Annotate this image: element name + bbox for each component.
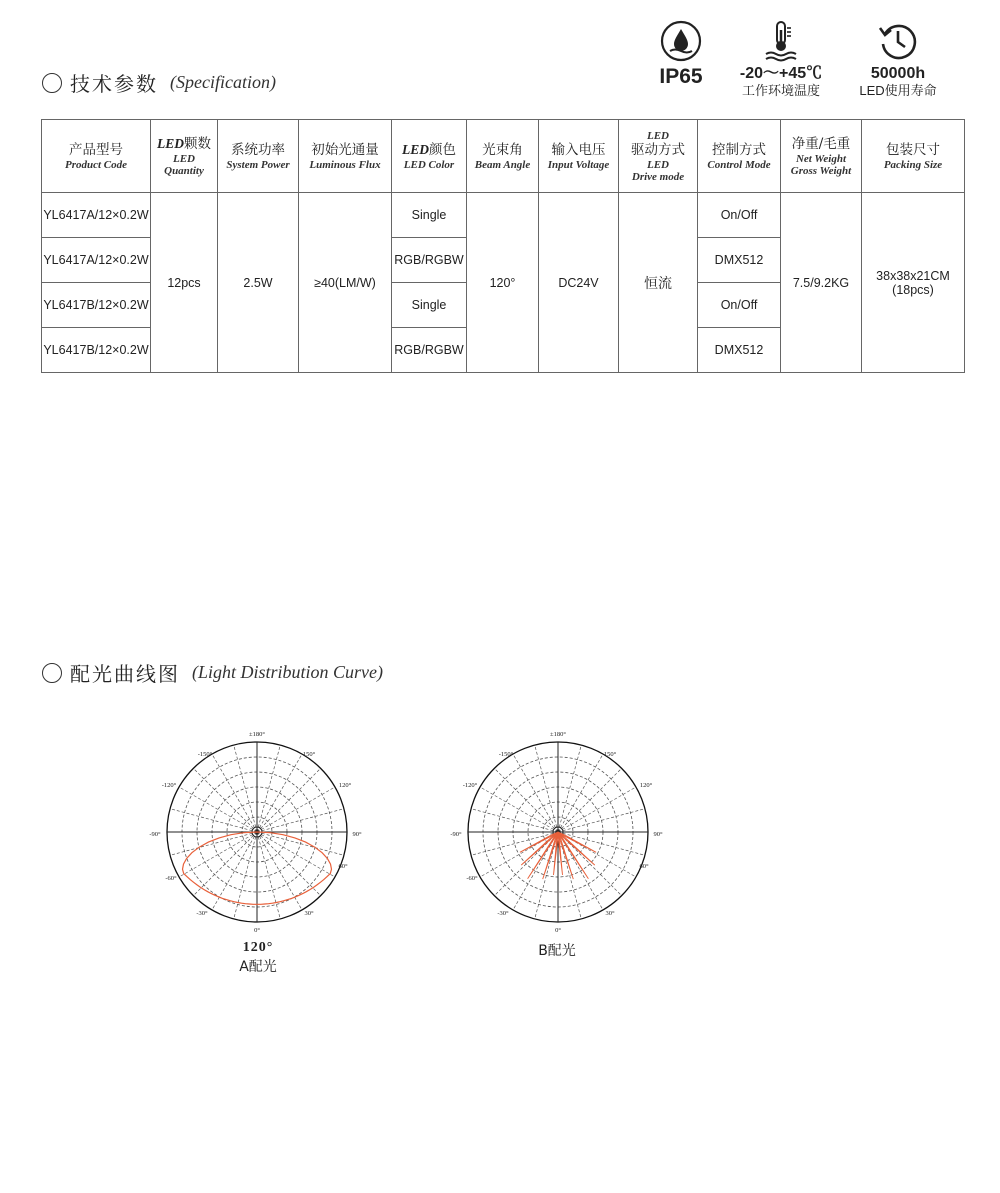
header-led-quantity: LED颗数 LED Quantity (151, 120, 218, 193)
polar-spoke (193, 768, 257, 832)
polar-spoke (558, 809, 645, 832)
spec-section-header (42, 68, 276, 97)
polar-angle-label: -30° (196, 910, 208, 917)
polar-spoke (558, 768, 622, 832)
spec-title-zh: 技术参数 (70, 72, 158, 96)
polar-spoke (257, 787, 335, 832)
spec-title-en: (Specification) (170, 72, 276, 92)
bullet-circle-icon (42, 663, 62, 683)
polar-angle-label: -120° (462, 782, 478, 789)
cell-led-color: Single (392, 193, 467, 238)
cell-weight: 7.5/9.2KG (781, 193, 862, 373)
header-luminous-flux: 初始光通量 Luminous Flux (299, 120, 392, 193)
polar-spoke (257, 768, 321, 832)
polar-spoke (257, 809, 344, 832)
polar-angle-label: 90° (653, 831, 663, 838)
polar-spoke (480, 787, 558, 832)
temperature-label: 工作环境温度 (741, 83, 820, 98)
polar-spoke (193, 832, 257, 896)
polar-angle-label: -120° (161, 782, 177, 789)
polar-spoke (558, 745, 581, 832)
cell-control-mode: DMX512 (698, 328, 781, 373)
header-weight: 净重/毛重 Net Weight Gross Weight (781, 120, 862, 193)
cell-control-mode: On/Off (698, 283, 781, 328)
lifespan-label: LED使用寿命 (859, 83, 937, 98)
thermometer-icon (760, 20, 802, 62)
curve-title-zh: 配光曲线图 (70, 662, 180, 686)
polar-spoke (212, 754, 257, 832)
polar-spoke (494, 768, 558, 832)
ip-rating: IP65 (659, 65, 703, 88)
cell-input-voltage: DC24V (539, 193, 619, 373)
temperature-range: -20～+45℃ (739, 65, 823, 82)
curve-a-beam-angle: 120° (242, 940, 274, 955)
polar-angle-label: 0° (555, 927, 561, 934)
cell-control-mode: On/Off (698, 193, 781, 238)
curve-a-name: A配光 (239, 959, 277, 975)
header-beam-angle: 光束角 Beam Angle (467, 120, 539, 193)
curve-title-en: (Light Distribution Curve) (192, 662, 384, 682)
polar-spoke (558, 787, 636, 832)
polar-angle-label: 30° (605, 910, 615, 917)
polar-spoke (257, 745, 280, 832)
curve-b-name: B配光 (538, 943, 576, 959)
cell-drive-mode: 恒流 (619, 193, 698, 373)
cell-product-code: YL6417A/12×0.2W (42, 238, 151, 283)
polar-angle-label: 90° (352, 831, 362, 838)
header-system-power: 系统功率 System Power (218, 120, 299, 193)
polar-angle-label: ±180° (550, 731, 566, 738)
cell-product-code: YL6417B/12×0.2W (42, 328, 151, 373)
cell-led-color: RGB/RGBW (392, 238, 467, 283)
polar-spoke (212, 832, 257, 910)
feature-lifespan (843, 20, 953, 99)
polar-angle-label: -150° (197, 751, 213, 758)
cell-led-quantity: 12pcs (151, 193, 218, 373)
header-drive-mode: LED 驱动方式 LED Drive mode (619, 120, 698, 193)
polar-angle-label: 0° (254, 927, 260, 934)
polar-angle-label: -30° (497, 910, 509, 917)
cell-beam-angle: 120° (467, 193, 539, 373)
cell-packing-size: 38x38x21CM (18pcs) (862, 193, 965, 373)
polar-spoke (170, 832, 257, 855)
polar-angle-label: 120° (639, 782, 653, 789)
header-product-code: 产品型号 Product Code (42, 120, 151, 193)
cell-product-code: YL6417B/12×0.2W (42, 283, 151, 328)
polar-chart-b (444, 728, 674, 938)
polar-spoke (179, 787, 257, 832)
cell-led-color: RGB/RGBW (392, 328, 467, 373)
table-row (42, 193, 965, 238)
feature-temperature (726, 20, 836, 99)
polar-angle-label: 60° (338, 863, 348, 870)
lifespan-value: 50000h (870, 65, 926, 82)
polar-angle-label: -60° (165, 875, 177, 882)
header-led-color: LED颜色 LED Color (392, 120, 467, 193)
water-drop-icon (660, 20, 702, 62)
curve-a-caption (188, 940, 328, 976)
polar-chart-a (143, 728, 373, 938)
table-header-row (42, 120, 965, 193)
curve-b-caption (487, 940, 627, 960)
polar-angle-label: 60° (639, 863, 649, 870)
polar-angle-label: 120° (338, 782, 352, 789)
polar-angle-label: ±180° (249, 731, 265, 738)
polar-spoke (513, 754, 558, 832)
polar-spoke (257, 832, 321, 896)
cell-system-power: 2.5W (218, 193, 299, 373)
header-packing-size: 包装尺寸 Packing Size (862, 120, 965, 193)
polar-angle-label: 150° (302, 751, 316, 758)
polar-angle-label: -90° (149, 831, 161, 838)
polar-angle-label: -60° (466, 875, 478, 882)
polar-spoke (234, 832, 257, 919)
spec-table (41, 119, 965, 373)
polar-angle-label: 30° (304, 910, 314, 917)
header-control-mode: 控制方式 Control Mode (698, 120, 781, 193)
cell-control-mode: DMX512 (698, 238, 781, 283)
cell-product-code: YL6417A/12×0.2W (42, 193, 151, 238)
polar-angle-label: 150° (603, 751, 617, 758)
polar-angle-label: -150° (498, 751, 514, 758)
cell-led-color: Single (392, 283, 467, 328)
bullet-circle-icon (42, 73, 62, 93)
cell-luminous-flux: ≥40(LM/W) (299, 193, 392, 373)
header-input-voltage: 输入电压 Input Voltage (539, 120, 619, 193)
clock-history-icon (877, 20, 919, 62)
curve-section-header (42, 658, 383, 687)
feature-ip65 (626, 20, 736, 86)
polar-angle-label: -90° (450, 831, 462, 838)
